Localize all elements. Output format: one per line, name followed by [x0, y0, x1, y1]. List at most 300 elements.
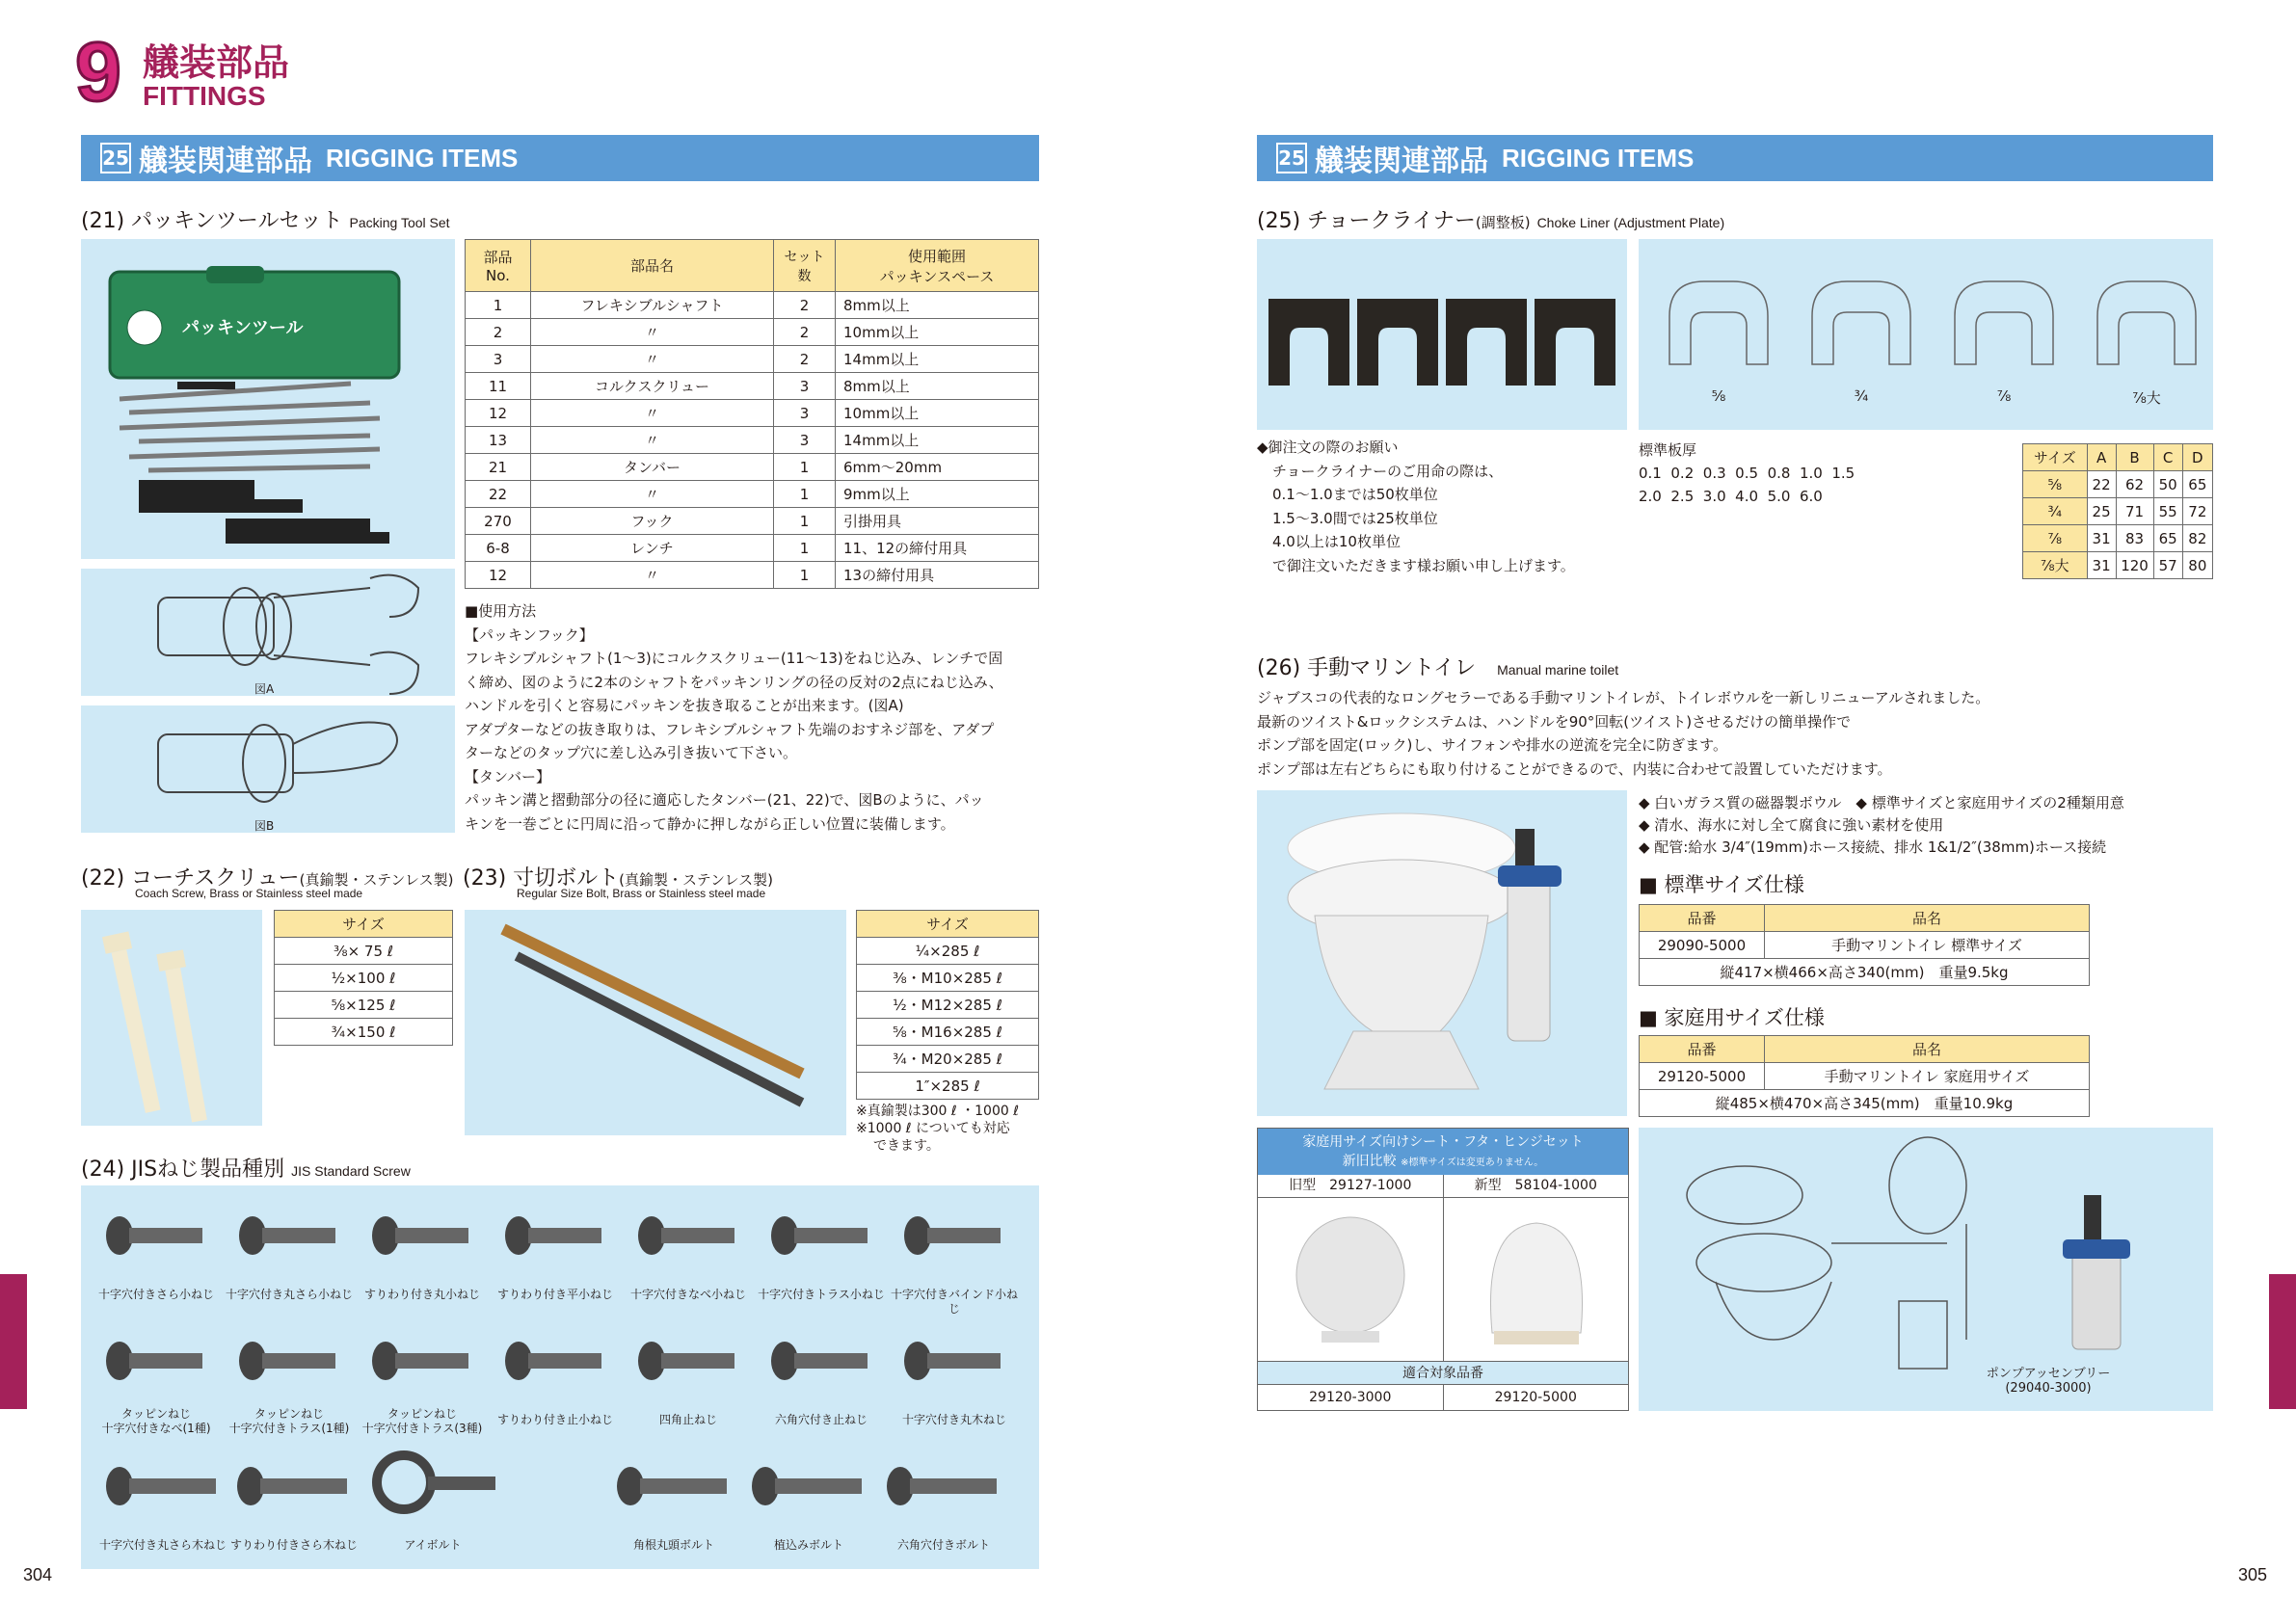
th-part-no: 品番 — [1640, 905, 1765, 932]
screw-icon — [357, 1197, 488, 1274]
table-row — [466, 562, 1039, 589]
new-applicable-no: 29120-5000 — [1494, 1390, 1577, 1405]
figure-b — [81, 705, 455, 833]
screw-icon — [91, 1448, 235, 1525]
jis-screw-panel — [81, 1185, 1039, 1569]
cell-size: ⅜・M10×285 ℓ — [857, 965, 1039, 992]
cell-part-no: 2 — [466, 319, 531, 346]
cell-size: ⅝ — [2023, 471, 2088, 498]
usage-line: 【タンバー】 — [465, 767, 550, 785]
usage-line: く締め、図のように2本のシャフトをパッキンリングの径の反対の2点にねじ込み、 — [465, 673, 1003, 691]
s24-title-en: JIS Standard Screw — [291, 1163, 411, 1179]
table-row — [2023, 498, 2213, 525]
screw-item — [224, 1322, 355, 1438]
cell-dim: 31 — [2087, 525, 2116, 552]
cell-dim: 83 — [2116, 525, 2153, 552]
table-row — [857, 992, 1039, 1019]
cell-part-no: 13 — [466, 427, 531, 454]
cell-dim: 22 — [2087, 471, 2116, 498]
cell-set-count: 3 — [774, 427, 836, 454]
screw-label: 角根丸頭ボルト — [632, 1538, 714, 1552]
choke-size-label: ⅝ — [1711, 387, 1726, 405]
table-row — [466, 508, 1039, 535]
table-row — [857, 1046, 1039, 1073]
table-row — [466, 346, 1039, 373]
screw-item — [623, 1322, 754, 1438]
table-row — [857, 1073, 1039, 1100]
home-part-no: 29120-5000 — [1640, 1063, 1765, 1090]
screw-icon — [736, 1448, 881, 1525]
table-row — [275, 992, 453, 1019]
toilet-image — [1257, 790, 1627, 1116]
band-number: 25 — [1276, 143, 1307, 173]
cell-range: 8mm以上 — [836, 373, 1039, 400]
screw-item — [889, 1322, 1020, 1438]
bolt-note: ※1000 ℓ についても対応 — [856, 1121, 1010, 1136]
chapter-title-ja: 艤装部品 — [143, 41, 290, 84]
usage-line: ハンドルを引くと容易にパッキンを抜き取ることが出来ます。(図A) — [465, 697, 904, 714]
table-row — [275, 938, 453, 965]
cell-size: ½・M12×285 ℓ — [857, 992, 1039, 1019]
exploded-view — [1639, 1128, 2213, 1411]
cell-part-name: 〃 — [531, 427, 774, 454]
band-title-en: RIGGING ITEMS — [1502, 143, 1695, 173]
cell-part-name: レンチ — [531, 535, 774, 562]
s25-title-en: Choke Liner (Adjustment Plate) — [1536, 215, 1725, 230]
screw-item — [889, 1197, 1020, 1316]
cell-part-no: 1 — [466, 292, 531, 319]
screw-item — [736, 1448, 881, 1563]
usage-line: キンを一巻ごとに円周に沿って静かに押しながら正しい位置に装備します。 — [465, 814, 955, 833]
coach-screw-photo — [81, 910, 262, 1126]
cell-range: 13の締付用具 — [836, 562, 1039, 589]
packing-tool-image — [81, 239, 455, 559]
new-model-label: 新型 58104-1000 — [1474, 1178, 1597, 1193]
s26-title-en: Manual marine toilet — [1497, 662, 1619, 678]
s21-title — [81, 204, 450, 234]
screw-icon — [889, 1322, 1020, 1399]
cell-part-name: フレキシブルシャフト — [531, 292, 774, 319]
table-row — [2023, 552, 2213, 579]
screw-icon — [889, 1197, 1020, 1274]
cell-size: ¼×285 ℓ — [857, 938, 1039, 965]
band-title-ja: 艤装関連部品 — [139, 145, 312, 178]
note-line: 4.0以上は10枚単位 — [1272, 533, 1401, 550]
bolt-photo — [465, 910, 846, 1135]
cell-size: ⅜× 75 ℓ — [275, 938, 453, 965]
screw-icon — [601, 1448, 746, 1525]
note-line: 0.1〜1.0までは50枚単位 — [1272, 486, 1438, 503]
table-row — [466, 400, 1039, 427]
chapter-title-en: FITTINGS — [143, 81, 266, 111]
s26-title-ja: (26) 手動マリントイレ — [1257, 656, 1477, 680]
cell-range: 引掛用具 — [836, 508, 1039, 535]
cell-set-count: 2 — [774, 319, 836, 346]
seat-subtitle — [1258, 1152, 1628, 1173]
table-row — [466, 373, 1039, 400]
s26-intro — [1257, 686, 1989, 781]
screw-label: すりわり付きさら木ねじ — [229, 1538, 358, 1552]
table-row — [857, 965, 1039, 992]
home-spec-table — [1639, 1035, 2090, 1117]
cell-dim: 55 — [2153, 498, 2182, 525]
th-part-name: 品名 — [1765, 1036, 2090, 1063]
th-size: サイズ — [857, 911, 1039, 938]
screw-label: 十字穴付き丸さら木ねじ — [98, 1538, 227, 1552]
cell-size: ¾・M20×285 ℓ — [857, 1046, 1039, 1073]
home-part-name: 手動マリントイレ 家庭用サイズ — [1765, 1063, 2090, 1090]
cell-range: 14mm以上 — [836, 346, 1039, 373]
th-part-no: 部品No. — [466, 240, 531, 292]
case-label: パッキンツール — [182, 318, 304, 338]
cell-range: 11、12の締付用具 — [836, 535, 1039, 562]
packing-tool-table — [465, 239, 1039, 589]
home-dimensions: 縦485×横470×高さ345(mm) 重量10.9kg — [1640, 1090, 2090, 1117]
th-range-line1: 使用範囲 — [907, 247, 966, 265]
cell-size: ⅝・M16×285 ℓ — [857, 1019, 1039, 1046]
choke-size-table — [2022, 443, 2213, 579]
screw-label: タッピンねじ 十字穴付きトラス(1種) — [228, 1407, 350, 1435]
cell-range: 10mm以上 — [836, 319, 1039, 346]
usage-line: ターなどのタップ穴に差し込み引き抜いて下さい。 — [465, 744, 798, 761]
intro-line: ジャブスコの代表的なロングセラーである手動マリントイレが、トイレボウルを一新しリニューアルされました。 — [1257, 689, 1990, 706]
screw-item — [756, 1322, 887, 1438]
figure-a-caption: 図A — [254, 682, 275, 696]
seat-subtitle-text: 新旧比較 — [1342, 1154, 1397, 1169]
s25-note — [1257, 436, 1575, 577]
cell-part-no: 21 — [466, 454, 531, 481]
table-row — [857, 938, 1039, 965]
screw-item — [490, 1322, 621, 1438]
s25-sub: (調整板) — [1475, 214, 1531, 231]
cell-dim: 50 — [2153, 471, 2182, 498]
old-model-label: 旧型 29127-1000 — [1258, 1175, 1444, 1197]
applicable-label: 適合対象品番 — [1258, 1362, 1628, 1385]
figure-a — [81, 569, 455, 696]
cell-dim: 65 — [2182, 471, 2212, 498]
usage-line: パッキン溝と摺動部分の径に適応したタンバー(21、22)で、図Bのように、パッ — [465, 791, 984, 809]
choke-diagram-item — [1941, 268, 2067, 422]
figure-b-image — [81, 705, 455, 833]
usage-line: ■使用方法 — [465, 602, 537, 620]
bullet-line: ◆ 配管:給水 3/4″(19mm)ホース接続、排水 1&1/2″(38mm)ホース接続 — [1639, 838, 2107, 856]
cell-part-name: 〃 — [531, 346, 774, 373]
cell-part-name: タンバー — [531, 454, 774, 481]
screw-icon — [623, 1322, 754, 1399]
screw-item — [601, 1448, 746, 1563]
home-spec-title: ■ 家庭用サイズ仕様 — [1639, 1006, 1825, 1029]
figure-a-image — [81, 569, 455, 696]
cell-dim: 80 — [2182, 552, 2212, 579]
cell-part-name: コルクスクリュー — [531, 373, 774, 400]
screw-icon — [623, 1197, 754, 1274]
intro-line: ポンプ部は左右どちらにも取り付けることができるので、内装に合わせて設置していただけます。 — [1257, 759, 1892, 778]
cell-set-count: 1 — [774, 562, 836, 589]
s24-title — [81, 1153, 411, 1183]
screw-icon — [490, 1322, 621, 1399]
cell-dim: 71 — [2116, 498, 2153, 525]
intro-line: ポンプ部を固定(ロック)し、サイフォンや排水の逆流を完全に防ぎます。 — [1257, 736, 1727, 754]
page-number-left: 304 — [23, 1565, 53, 1584]
cell-range: 6mm〜20mm — [836, 454, 1039, 481]
note-line: ◆御注文の際のお願い — [1257, 439, 1399, 456]
cell-dim: 31 — [2087, 552, 2116, 579]
choke-size-label: ⅞大 — [2132, 389, 2161, 407]
choke-size-label: ¾ — [1854, 387, 1869, 405]
s26-title — [1257, 652, 1618, 681]
cell-set-count: 3 — [774, 373, 836, 400]
cell-size: ¾ — [2023, 498, 2088, 525]
s21-usage — [465, 599, 1043, 836]
table-row — [466, 481, 1039, 508]
screw-icon — [224, 1197, 355, 1274]
bullet-line: ◆ 白いガラス質の磁器製ボウル ◆ 標準サイズと家庭用サイズの2種類用意 — [1639, 794, 2124, 812]
cell-dim: 65 — [2153, 525, 2182, 552]
screw-label: 十字穴付き丸さら小ねじ — [225, 1288, 353, 1301]
s26-bullets — [1639, 792, 2124, 859]
pump-label — [1976, 1363, 2121, 1396]
screw-icon — [360, 1448, 505, 1525]
coach-screw-table — [274, 910, 453, 1046]
std-dimensions: 縦417×横466×高さ340(mm) 重量9.5kg — [1640, 959, 2090, 986]
choke-size-label: ⅞ — [1996, 387, 2012, 405]
cell-dim: 120 — [2116, 552, 2153, 579]
screw-icon — [357, 1322, 488, 1399]
seat-comparison — [1257, 1128, 1629, 1411]
screw-item — [91, 1197, 222, 1313]
cell-range: 10mm以上 — [836, 400, 1039, 427]
choke-diagram-item — [2084, 268, 2209, 422]
seat-header — [1258, 1129, 1628, 1175]
coach-screw-image — [81, 910, 262, 1126]
cell-set-count: 1 — [774, 535, 836, 562]
table-row — [275, 1019, 453, 1046]
cell-dim: 25 — [2087, 498, 2116, 525]
pump-name: ポンプアッセンブリー — [1986, 1367, 2111, 1381]
thickness-row1: 0.1 0.2 0.3 0.5 0.8 1.0 1.5 — [1639, 465, 1855, 482]
screw-item — [756, 1197, 887, 1313]
section-band-right — [1257, 135, 2213, 181]
screw-icon — [756, 1197, 887, 1274]
choke-diagram-item — [1656, 268, 1781, 422]
screw-label: すりわり付き平小ねじ — [496, 1288, 613, 1301]
cell-size: ⅞大 — [2023, 552, 2088, 579]
th-size: サイズ — [275, 911, 453, 938]
usage-line: アダプターなどの抜き取りは、フレキシブルシャフト先端のおすネジ部を、アダプ — [465, 720, 995, 738]
cell-part-name: フック — [531, 508, 774, 535]
screw-label: タッピンねじ 十字穴付きトラス(3種) — [361, 1407, 483, 1435]
screw-icon — [871, 1448, 1016, 1525]
new-seat-image — [1444, 1198, 1629, 1361]
cell-part-no: 12 — [466, 562, 531, 589]
screw-label: すりわり付き止小ねじ — [496, 1413, 613, 1426]
choke-liner-photo — [1257, 239, 1627, 430]
cell-set-count: 1 — [774, 508, 836, 535]
table-row — [2023, 525, 2213, 552]
screw-icon — [756, 1322, 887, 1399]
th-col: A — [2087, 444, 2116, 471]
s25-title-ja: (25) チョークライナー — [1257, 209, 1476, 233]
th-part-no: 品番 — [1640, 1036, 1765, 1063]
cell-set-count: 3 — [774, 400, 836, 427]
bolt-image — [465, 910, 846, 1135]
note-line: で御注文いただきます様お願い申し上げます。 — [1272, 556, 1575, 574]
s23-material: (真鍮製・ステンレス製) — [619, 871, 773, 889]
s23-title-en: Regular Size Bolt, Brass or Stainless steel made — [517, 887, 766, 900]
screw-icon — [91, 1322, 222, 1399]
std-spec-title: ■ 標準サイズ仕様 — [1639, 873, 1804, 896]
choke-diagram-item — [1799, 268, 1924, 422]
screw-label: 十字穴付き丸木ねじ — [901, 1413, 1006, 1426]
th-col: サイズ — [2023, 444, 2088, 471]
screw-label: 十字穴付きバインド小ねじ — [890, 1288, 1018, 1316]
exploded-view-image — [1639, 1128, 2213, 1411]
s22-title-ja: (22) コーチスクリュー — [81, 866, 300, 891]
choke-outline-icon — [2084, 268, 2209, 384]
cell-dim: 57 — [2153, 552, 2182, 579]
screw-label: 四角止ねじ — [658, 1413, 717, 1426]
cell-part-no: 6-8 — [466, 535, 531, 562]
cell-size: ⅝×125 ℓ — [275, 992, 453, 1019]
s21-title-ja: (21) パッキンツールセット — [81, 209, 343, 233]
th-part-name: 部品名 — [531, 240, 774, 292]
band-number: 25 — [100, 143, 131, 173]
intro-line: 最新のツイスト&ロックシステムは、ハンドルを90°回転(ツイスト)させるだけの簡単操作で — [1257, 712, 1852, 731]
choke-outline-icon — [1656, 268, 1781, 384]
th-col: C — [2153, 444, 2182, 471]
screw-item — [91, 1322, 222, 1438]
thickness-row2: 2.0 2.5 3.0 4.0 5.0 6.0 — [1639, 488, 1823, 505]
old-seat-image — [1258, 1198, 1444, 1361]
cell-part-no: 12 — [466, 400, 531, 427]
table-row — [466, 535, 1039, 562]
figure-b-caption: 図B — [254, 819, 275, 833]
screw-label: 六角穴付きボルト — [896, 1538, 990, 1552]
table-row — [466, 292, 1039, 319]
cell-range: 8mm以上 — [836, 292, 1039, 319]
bolt-notes — [856, 1103, 1019, 1155]
th-col: D — [2182, 444, 2212, 471]
s25-title — [1257, 204, 1724, 234]
bolt-table — [856, 910, 1039, 1100]
note-line: チョークライナーのご用命の際は、 — [1272, 462, 1504, 480]
choke-liner-diagram — [1639, 239, 2213, 430]
screw-label: 六角穴付き止ねじ — [774, 1413, 868, 1426]
cell-part-name: 〃 — [531, 319, 774, 346]
screw-item — [490, 1197, 621, 1313]
note-line: 1.5〜3.0間では25枚単位 — [1272, 509, 1438, 527]
screw-label: タッピンねじ 十字穴付きなべ(1種) — [101, 1407, 211, 1435]
std-spec-table — [1639, 904, 2090, 986]
th-range-line2: パッキンスペース — [879, 267, 995, 285]
cell-part-no: 22 — [466, 481, 531, 508]
table-row — [275, 965, 453, 992]
cell-range: 14mm以上 — [836, 427, 1039, 454]
screw-label: すりわり付き丸小ねじ — [363, 1288, 480, 1301]
s23-title-ja: (23) 寸切ボルト — [463, 866, 620, 891]
choke-outline-icon — [1799, 268, 1924, 384]
usage-line: 【パッキンフック】 — [465, 625, 594, 644]
screw-icon — [224, 1322, 355, 1399]
old-applicable-no: 29120-3000 — [1258, 1385, 1444, 1410]
seat-subtitle-note: ※標準サイズは変更ありません。 — [1401, 1157, 1544, 1168]
th-col: B — [2116, 444, 2153, 471]
screw-item — [222, 1448, 366, 1563]
section-band-left — [81, 135, 1039, 181]
packing-tool-photo — [81, 239, 455, 559]
table-row — [857, 1019, 1039, 1046]
usage-line: フレキシブルシャフト(1〜3)にコルクスクリュー(11〜13)をねじ込み、レンチで固 — [465, 650, 1003, 667]
cell-part-no: 11 — [466, 373, 531, 400]
std-part-name: 手動マリントイレ 標準サイズ — [1765, 932, 2090, 959]
std-part-no: 29090-5000 — [1640, 932, 1765, 959]
screw-item — [91, 1448, 235, 1563]
cell-size: 1″×285 ℓ — [857, 1073, 1039, 1100]
table-row — [2023, 471, 2213, 498]
screw-icon — [91, 1197, 222, 1274]
cell-range: 9mm以上 — [836, 481, 1039, 508]
cell-part-name: 〃 — [531, 481, 774, 508]
cell-part-no: 3 — [466, 346, 531, 373]
screw-item — [357, 1322, 488, 1438]
screw-icon — [222, 1448, 366, 1525]
screw-item — [357, 1197, 488, 1313]
cell-size: ¾×150 ℓ — [275, 1019, 453, 1046]
cell-set-count: 1 — [774, 481, 836, 508]
s21-title-en: Packing Tool Set — [349, 215, 450, 230]
screw-label: 十字穴付きさら小ねじ — [97, 1288, 214, 1301]
screw-label: アイボルト — [404, 1538, 462, 1552]
band-title-ja: 艤装関連部品 — [1315, 145, 1488, 178]
cell-set-count: 2 — [774, 292, 836, 319]
th-range — [836, 240, 1039, 292]
screw-item — [360, 1448, 505, 1563]
screw-label: 十字穴付きなべ小ねじ — [629, 1288, 746, 1301]
cell-size: ½×100 ℓ — [275, 965, 453, 992]
pump-number: (29040-3000) — [2005, 1381, 2092, 1396]
bolt-note: できます。 — [873, 1138, 940, 1154]
toilet-photo — [1257, 790, 1627, 1116]
s22-title-en: Coach Screw, Brass or Stainless steel made — [135, 887, 363, 900]
screw-label: 植込みボルト — [773, 1538, 843, 1552]
cell-size: ⅞ — [2023, 525, 2088, 552]
screw-item — [871, 1448, 1016, 1563]
bolt-note: ※真鍮製は300 ℓ ・1000 ℓ — [856, 1104, 1019, 1119]
table-row — [466, 319, 1039, 346]
cell-part-name: 〃 — [531, 562, 774, 589]
cell-dim: 82 — [2182, 525, 2212, 552]
screw-item — [224, 1197, 355, 1313]
band-title-en: RIGGING ITEMS — [326, 143, 519, 173]
s22-material: (真鍮製・ステンレス製) — [299, 871, 454, 889]
s24-title-ja: (24) JISねじ製品種別 — [81, 1157, 285, 1182]
cell-set-count: 1 — [774, 454, 836, 481]
table-row — [466, 454, 1039, 481]
th-part-name: 品名 — [1765, 905, 2090, 932]
table-row — [466, 427, 1039, 454]
cell-dim: 72 — [2182, 498, 2212, 525]
thickness-title: 標準板厚 — [1639, 441, 1697, 459]
cell-part-name: 〃 — [531, 400, 774, 427]
cell-set-count: 2 — [774, 346, 836, 373]
seat-title: 家庭用サイズ向けシート・フタ・ヒンジセット — [1302, 1134, 1584, 1150]
right-edge-tab — [2269, 1274, 2296, 1409]
cell-dim: 62 — [2116, 471, 2153, 498]
left-edge-tab — [0, 1274, 27, 1409]
th-set-count: セット数 — [774, 240, 836, 292]
screw-icon — [490, 1197, 621, 1274]
choke-liner-image — [1257, 239, 1627, 430]
